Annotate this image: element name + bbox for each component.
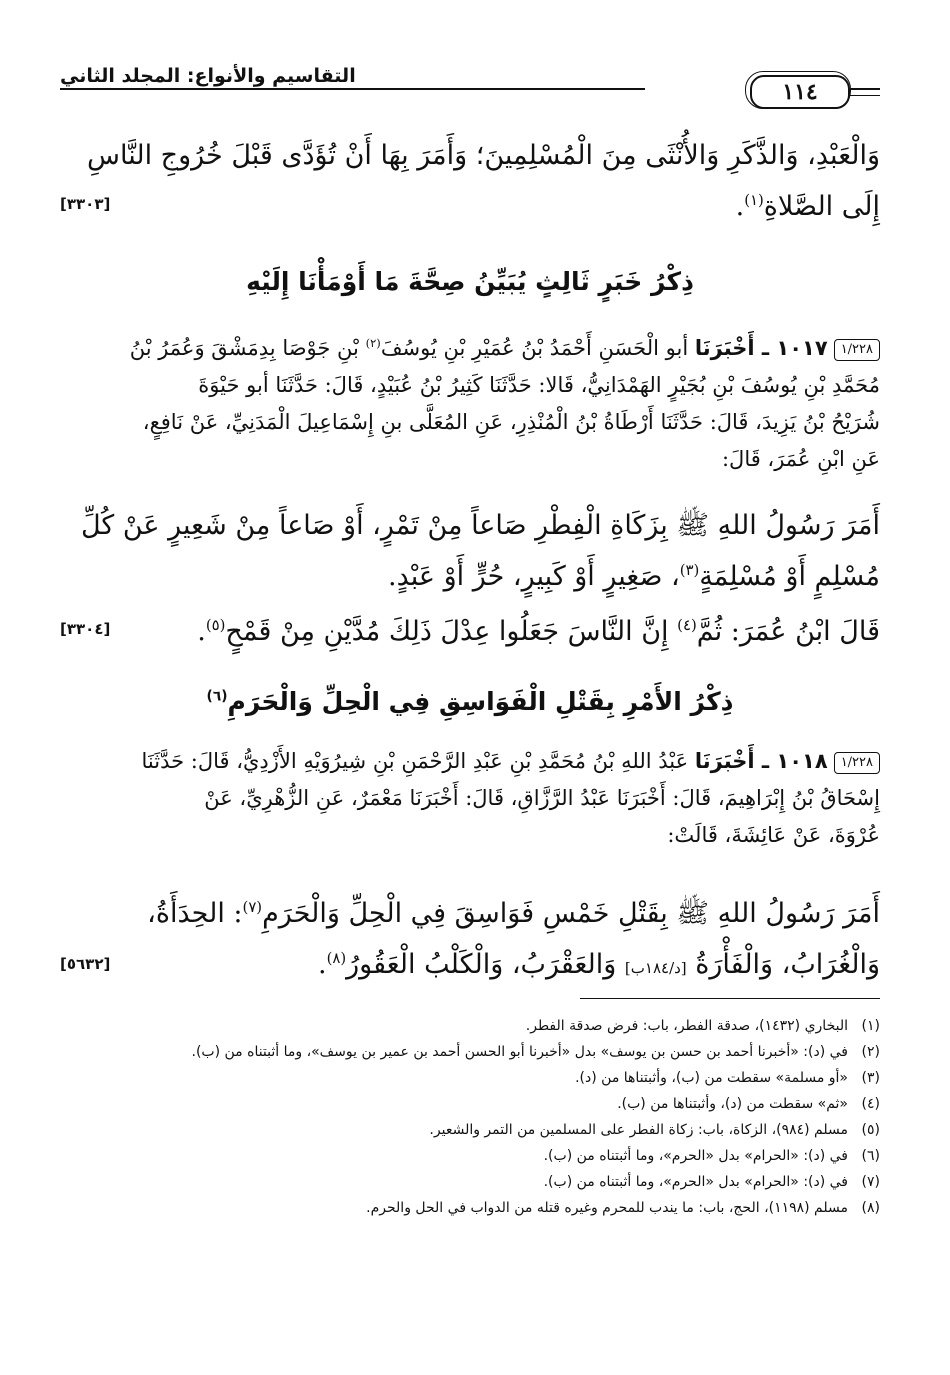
page-number: ١١٤ bbox=[750, 75, 850, 109]
footnote-mark: (٨) bbox=[326, 949, 347, 967]
section-heading: ذِكْرُ خَبَرٍ ثَالِثٍ يُبَيِّنُ صِحَّةَ مَا أَوْمَأْنَا إِلَيْهِ bbox=[246, 267, 694, 296]
continuation-text: إِلَى الصَّلاةِ bbox=[763, 191, 880, 222]
header-rule-right bbox=[850, 88, 880, 90]
footnote: (٨) مسلم (١١٩٨)، الحج، باب: ما يندب للمحرم وغيره قتله من الدواب في الحل والحرم. bbox=[366, 1200, 880, 1216]
footnote: (٧) في (د): «الحرام» بدل «الحرم»، وما أثبتناه من (ب). bbox=[543, 1174, 880, 1190]
continuation-line-2: إِلَى الصَّلاةِ$^{(١)}$. [٣٣٠٣] bbox=[60, 191, 880, 222]
book-page bbox=[60, 55, 880, 1345]
header-rule bbox=[60, 88, 645, 90]
footnote: (٤) «ثم» سقطت من (د)، وأثبتناها من (ب). bbox=[617, 1096, 880, 1112]
footnote-mark: (٥) bbox=[205, 616, 226, 634]
footnotes bbox=[60, 1013, 880, 1221]
isnad-line: عَنِ ابْنِ عُمَرَ، قَالَ: bbox=[721, 447, 880, 471]
footnote: (٦) في (د): «الحرام» بدل «الحرم»، وما أثبتناه من (ب). bbox=[543, 1148, 880, 1164]
page-header bbox=[60, 55, 880, 103]
qal-line: قَالَ ابْنُ عُمَرَ: ثُمَّ$^{(٤)}$ إِنَّ النَّاسَ جَعَلُوا عِدْلَ ذَلِكَ مُدَّيْنِ مِنْ قَمْحٍ$^{(٥)}$. [٣٣٠٤] bbox=[60, 616, 880, 647]
footnote-mark: (٢) bbox=[365, 336, 381, 350]
hadith-1017 bbox=[60, 325, 880, 478]
continuation-line: وَالْعَبْدِ، وَالذَّكَرِ وَالأُنْثَى مِنَ الْمُسْلِمِينَ؛ وَأَمَرَ بِهَا أَنْ تُؤَدَّى قَبْلَ خُرُوجِ النَّاسِ bbox=[87, 140, 880, 171]
hadith-number: ١٠١٧ ـ أَخْبَرَنَا bbox=[694, 336, 828, 360]
continuation-block bbox=[60, 133, 880, 229]
isnad-line: إِسْحَاقُ بْنُ إِبْرَاهِيمَ، قَالَ: أَخْبَرَنَا عَبْدُ الرَّزَّاقِ، قَالَ: أَخْبَرَنَا مَعْمَرٌ، عَنِ الزُّهْرِيِّ، عَنْ bbox=[204, 786, 880, 810]
footnote-mark: (٧) bbox=[242, 898, 263, 916]
isnad-line: عُرْوَةَ، عَنْ عَائِشَةَ، قَالَتْ: bbox=[667, 823, 880, 847]
header-rule-right-thin bbox=[850, 95, 880, 96]
isnad-line: ١/٢٢٨١٠١٧ ـ أَخْبَرَنَا أبو الْحَسَنِ أَحْمَدُ بْنُ عُمَيْرِ بْنِ يُوسُفَ$^{(٢)}$ بْنِ جَوْصَا بِدِمَشْقَ وَعُمَرُ بْنُ bbox=[60, 325, 880, 367]
footnote: (٥) مسلم (٩٨٤)، الزكاة، باب: زكاة الفطر على المسلمين من التمر والشعير. bbox=[429, 1122, 880, 1138]
hadith-ref: [٥٦٣٢] bbox=[60, 954, 111, 973]
manuscript-ref: [د/١٨٤ب] bbox=[624, 959, 687, 977]
hadith-number: ١٠١٨ ـ أَخْبَرَنَا bbox=[694, 749, 828, 773]
matn-line: مُسْلِمٍ أَوْ مُسْلِمَةٍ$^{(٣)}$، صَغِيرٍ أَوْ كَبِيرٍ، حُرٍّ أَوْ عَبْدٍ. bbox=[388, 561, 880, 592]
matn-1017 bbox=[60, 503, 880, 654]
footnote-rule bbox=[580, 998, 880, 999]
matn-line: أَمَرَ رَسُولُ اللهِ ﷺ بِقَتْلِ خَمْسِ فَوَاسِقَ فِي الْحِلِّ وَالْحَرَمِ$^{(٧)}$: الحِدَأَةُ، bbox=[147, 898, 880, 929]
matn-line: أَمَرَ رَسُولُ اللهِ ﷺ بِزَكَاةِ الْفِطْرِ صَاعاً مِنْ تَمْرٍ، أَوْ صَاعاً مِنْ شَعِيرٍ عَنْ كُلِّ bbox=[80, 510, 880, 541]
footnote: (٣) «أو مسلمة» سقطت من (ب)، وأثبتناها من (د). bbox=[575, 1070, 880, 1086]
section-heading: ذِكْرُ الأَمْرِ بِقَتْلِ الْفَوَاسِقِ فِي الْحِلِّ وَالْحَرَمِ$^{(٦)}$ bbox=[206, 687, 734, 716]
footnote: (٢) في (د): «أخبرنا أحمد بن حسن بن يوسف» بدل «أخبرنا أبو الحسن أحمد بن عمير بن يوسف»، وما أثبتناه من (ب). bbox=[191, 1044, 880, 1060]
isnad-line: شُرَيْحُ بْنُ يَزِيدَ، قَالَ: حَدَّثَنَا أَرْطَاةُ بْنُ الْمُنْذِرِ، عَنِ المُعَلَّى بنِ إِسْمَاعِيلَ الْمَدَنِيِّ، عَنْ نَافِعٍ، bbox=[142, 410, 880, 434]
footnote-mark: (١) bbox=[744, 191, 764, 209]
hadith-ref: [٣٣٠٣] bbox=[60, 194, 111, 213]
running-title: التقاسيم والأنواع: المجلد الثاني bbox=[60, 65, 356, 87]
hadith-ref: [٣٣٠٤] bbox=[60, 619, 111, 638]
isnad-line: مُحَمَّدِ بْنِ يُوسُفَ بْنِ بُجَيْرٍ الهَمْدَانِيُّ، قَالا: حَدَّثَنَا كَثِيرُ بْنُ عُبَيْدٍ، قَالَ: حَدَّثَنَا أبو حَيْوَةَ bbox=[198, 373, 880, 397]
source-badge: ١/٢٢٨ bbox=[834, 752, 880, 774]
matn-line-2: وَالْغُرَابُ، وَالْفَأْرَةُ [د/١٨٤ب] وَالعَقْرَبُ، وَالْكَلْبُ الْعَقُورُ$^{(٨)}$. [٥٦٣٢] bbox=[60, 949, 880, 980]
isnad-line: ١/٢٢٨١٠١٨ ـ أَخْبَرَنَا عَبْدُ اللهِ بْنُ مُحَمَّدِ بْنِ عَبْدِ الرَّحْمَنِ بْنِ شِيرُوَيْهِ الأَزْدِيُّ، قَالَ: حَدَّثَنَا bbox=[60, 743, 880, 780]
matn-1018 bbox=[60, 885, 880, 991]
footnote-mark: (٤) bbox=[677, 616, 697, 634]
footnote: (١) البخاري (١٤٣٢)، صدقة الفطر، باب: فرض صدقة الفطر. bbox=[525, 1018, 880, 1034]
footnote-mark: (٣) bbox=[679, 561, 700, 579]
footnote-mark: (٦) bbox=[206, 688, 228, 705]
source-badge: ١/٢٢٨ bbox=[834, 339, 880, 361]
hadith-1018 bbox=[60, 743, 880, 854]
